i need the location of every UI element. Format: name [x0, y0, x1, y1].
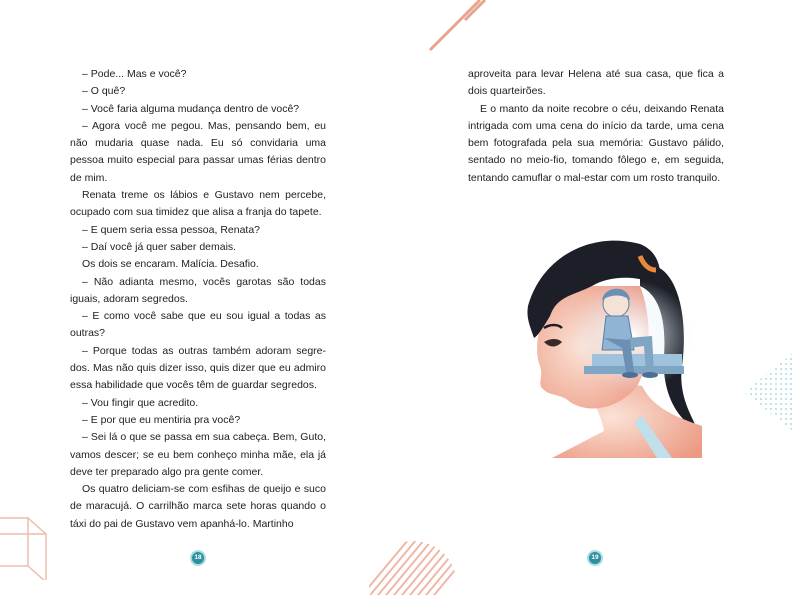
paragraph: – E como você sabe que eu sou igual a todas as outras? [70, 310, 326, 340]
decorative-cube [0, 510, 52, 580]
paragraph: – Daí você já quer saber demais. [82, 240, 237, 253]
left-page-text [70, 66, 326, 533]
page-number-left: 18 [190, 550, 206, 566]
decorative-striped-circle [368, 540, 458, 595]
page-number-right: 19 [587, 550, 603, 566]
paragraph: – Vou fingir que acredito. [82, 396, 199, 409]
paragraph: – E quem seria essa pessoa, Renata? [82, 223, 261, 236]
paragraph: – Porque todas as outras também adoram segre-dos. Mas não quis dizer isso, quis dizer que eu admiro essa habilidade que vocês têm de guardar segredos. [70, 344, 326, 392]
paragraph: – Pode... Mas e você? [82, 68, 187, 80]
paragraph: Os dois se encaram. Malícia. Desafio. [82, 258, 259, 271]
illustration-renata-memory [522, 226, 702, 458]
paragraph: – O quê? [82, 85, 126, 98]
paragraph: – Sei lá o que se passa em sua cabeça. Bem, Guto, vamos descer; se eu bem conheço minha mãe, ela já deve ter preparado algo pra gente comer. [70, 431, 326, 478]
paragraph: – Você faria alguma mudança dentro de você? [82, 102, 300, 115]
right-page-text [468, 66, 724, 187]
decorative-dots [744, 352, 794, 432]
paragraph: – Não adianta mesmo, vocês garotas são todas iguais, adoram segredos. [70, 275, 326, 305]
paragraph: – E por que eu mentiria pra você? [82, 413, 241, 426]
decorative-lines [420, 0, 490, 55]
paragraph: aproveita para levar Helena até sua casa, que fica a dois quarteirões. [468, 68, 724, 98]
paragraph: Renata treme os lábios e Gustavo nem percebe, ocupado com sua timidez que alisa a franja do tapete. [70, 189, 326, 219]
paragraph: – Agora você me pegou. Mas, pensando bem, eu não mudaria quase nada. Eu só convidaria uma pessoa muito especial para passar umas férias dentro de mim. [70, 119, 326, 184]
paragraph: Os quatro deliciam-se com esfihas de queijo e suco de maracujá. O carrilhão marca sete horas quando o táxi do pai de Gustavo vem apanhá-lo. Martinho [70, 483, 326, 530]
paragraph: E o manto da noite recobre o céu, deixando Renata intrigada com uma cena do início da tarde, uma cena bem fotografada pela sua memória: Gustavo pálido, sentado no meio-fio, tomando fôlego e, em seguida, tentando camuflar o mal-estar com um rosto tranquilo. [468, 102, 724, 184]
